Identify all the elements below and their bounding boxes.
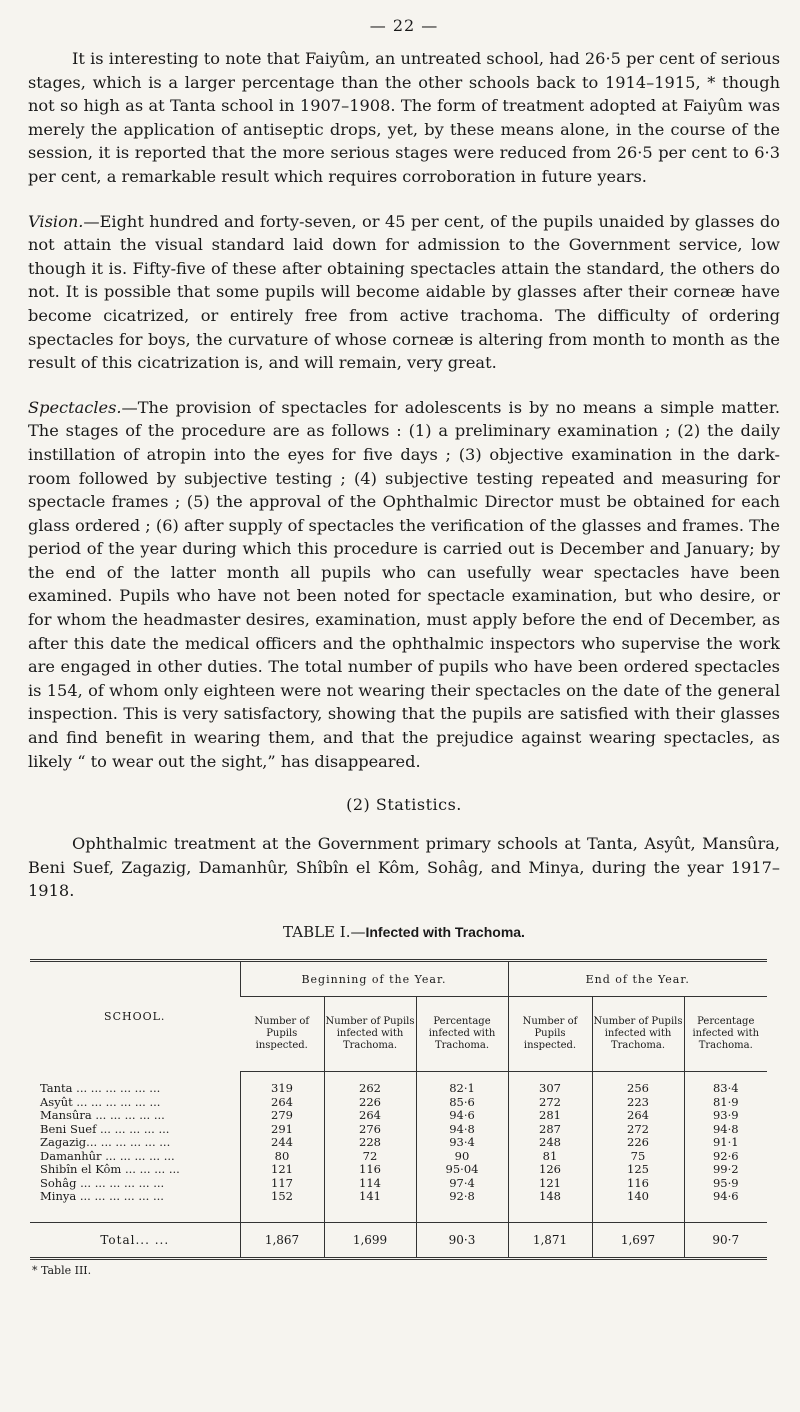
spectacles-lead: Spectacles. [28, 397, 122, 417]
col-infected-end: Number of Pupils infected with Trachoma. [592, 997, 684, 1072]
table-caption [28, 923, 780, 941]
col-inspected-end: Number of Pupils inspected. [508, 997, 592, 1072]
paragraph-spectacles [28, 396, 780, 774]
table-total-row: Total... ... 1,867 1,699 90·3 1,871 1,697 90·7 [30, 1222, 767, 1258]
table-row: Minya ... ... ... ... ... ... 152 141 92·8 148 140 94·6 [30, 1190, 767, 1222]
table-row: Mansûra ... ... ... ... ... 279 264 94·6 281 264 93·9 [30, 1109, 767, 1123]
table-row: Sohâg ... ... ... ... ... ... 117 114 97·4 121 116 95·9 [30, 1177, 767, 1191]
col-inspected-begin: Number of Pupils inspected. [240, 997, 324, 1072]
table-caption-prefix: TABLE I.— [283, 923, 366, 941]
table-row: Damanhûr ... ... ... ... ... 80 72 90 81 75 92·6 [30, 1150, 767, 1164]
paragraph-vision [28, 210, 780, 375]
spectacles-text: —The provision of spectacles for adolescents is by no means a simple matter. The stages of the procedure are as follows : (1) a preliminary examination ; (2) the daily instillation of atropin into the eyes for five days ; (3) objective examination in the dark-room followed by subjective testing ; (4) subjective testing repeated and measuring for spectacle frames ; (5) the approval of the Ophthalmic Director must be obtained for each glass ordered ; (6) after supply of spectacles the verification of the glasses and frames. The period of the year during which this procedure is carried out is December and January; by the end of the latter month all pupils who can usefully wear spectacles have been examined. Pupils who have not been noted for spectacle examination, but who desire, or for whom the headmaster desires, examination, must apply before the end of December, as after this date the medical officers and the ophthalmic inspectors who supervise the work are engaged in other duties. The total number of pupils who have been ordered spectacles is 154, of whom only eighteen were not wearing their spectacles on the date of the general inspection. This is very satisfactory, showing that the pupils are satisfied with their glasses and find benefit in wearing them, and that the prejudice against wearing spectacles, as likely “ to wear out the sight,” has disappeared. [28, 397, 780, 771]
paragraph-statistics: Ophthalmic treatment at the Government primary schools at Tanta, Asyût, Mansûra, Beni Suef, Zagazig, Damanhûr, Shîbîn el Kôm, Sohâg, and Minya, during the year 1917–1918. [28, 834, 780, 901]
trachoma-table [30, 959, 767, 1260]
vision-lead: Vision. [28, 211, 84, 231]
vision-text: —Eight hundred and forty-seven, or 45 per cent, of the pupils unaided by glasses do not attain the visual standard laid down for admission to the Government service, low though it is. Fifty-five of these after obtaining spectacles attain the standard, the others do not. It is possible that some pupils will become aidable by glasses after their corneæ have become cicatrized, or entirely free from active trachoma. The difficulty of ordering spectacles for boys, the curvature of whose corneæ is altering from month to month as the result of this cicatrization is, and will remain, very great. [28, 211, 780, 373]
col-percentage-begin: Percentage infected with Trachoma. [416, 997, 508, 1072]
document-page [28, 0, 780, 1277]
col-infected-begin: Number of Pupils infected with Trachoma. [324, 997, 416, 1072]
col-percentage-end: Percentage infected with Trachoma. [684, 997, 767, 1072]
table-caption-title: Infected with Trachoma. [365, 924, 525, 940]
table-row: Asyût ... ... ... ... ... ... 264 226 85·6 272 223 81·9 [30, 1096, 767, 1110]
paragraph-faiyum: It is interesting to note that Faiyûm, an untreated school, had 26·5 per cent of serious stages, which is a larger percentage than the other schools back to 1914–1915, * though not so high as at Tanta school in 1907–1908. The form of treatment adopted at Faiyûm was merely the application of antiseptic drops, yet, by these means alone, in the course of the session, it is reported that the more serious stages were reduced from 26·5 per cent to 6·3 per cent, a remarkable result which requires corroboration in future years. [28, 49, 780, 186]
school-header: SCHOOL. [104, 1010, 166, 1024]
table-row: Beni Suef ... ... ... ... ... 291 276 94·8 287 272 94·8 [30, 1123, 767, 1137]
table-row: Zagazig... ... ... ... ... ... 244 228 93·4 248 226 91·1 [30, 1136, 767, 1150]
table-row: Tanta ... ... ... ... ... ... 319 262 82·1 307 256 83·4 [30, 1072, 767, 1096]
table-row: Shibîn el Kôm ... ... ... ... 121 116 95·04 126 125 99·2 [30, 1163, 767, 1177]
statistics-heading: (2) Statistics. [346, 795, 462, 815]
end-year-header: End of the Year. [508, 961, 767, 997]
footnote: * Table III. [32, 1263, 92, 1277]
beginning-year-header: Beginning of the Year. [240, 961, 508, 997]
page-number: — 22 — [369, 16, 439, 35]
